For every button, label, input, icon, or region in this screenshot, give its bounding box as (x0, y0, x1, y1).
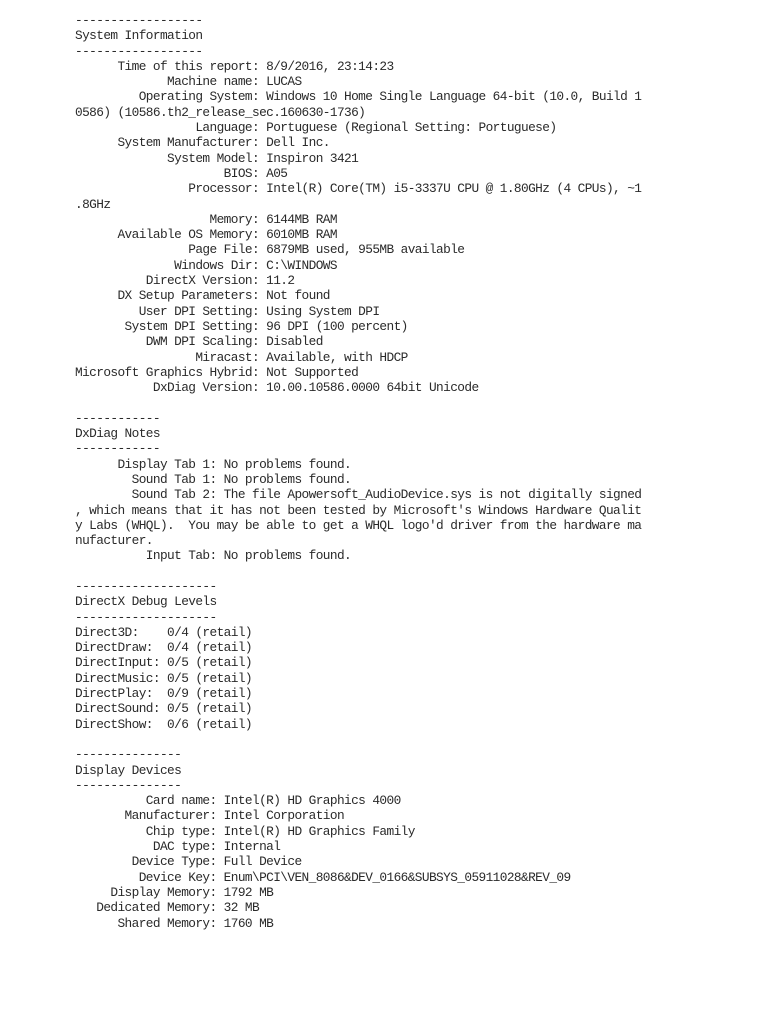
report-line: .8GHz (75, 196, 111, 212)
report-line: nufacturer. (75, 533, 153, 549)
report-line: DirectMusic: 0/5 (retail) (75, 670, 252, 686)
report-line: Display Tab 1: No problems found. (75, 456, 352, 472)
report-line: Card name: Intel(R) HD Graphics 4000 (75, 793, 401, 809)
report-line: DirectShow: 0/6 (retail) (75, 716, 252, 732)
report-line: DirectX Version: 11.2 (75, 273, 295, 289)
report-line: Display Devices (75, 762, 182, 778)
report-line: 0586) (10586.th2_release_sec.160630-1736) (75, 104, 366, 120)
report-line: --------------- (75, 747, 182, 763)
report-line: Sound Tab 2: The file Apowersoft_AudioDevice.sys is not digitally signed (75, 487, 642, 503)
report-line: Direct3D: 0/4 (retail) (75, 624, 252, 640)
report-line: Miracast: Available, with HDCP (75, 349, 408, 365)
report-line: System Manufacturer: Dell Inc. (75, 135, 330, 151)
report-line: DirectX Debug Levels (75, 594, 217, 610)
report-line: , which means that it has not been tested by Microsoft's Windows Hardware Qualit (75, 502, 642, 518)
report-line: Machine name: LUCAS (75, 74, 302, 90)
report-line: Page File: 6879MB used, 955MB available (75, 242, 465, 258)
report-line (75, 564, 641, 579)
report-line: Display Memory: 1792 MB (75, 884, 274, 900)
report-line: Chip type: Intel(R) HD Graphics Family (75, 823, 415, 839)
report-line: DxDiag Notes (75, 426, 160, 442)
report-line: User DPI Setting: Using System DPI (75, 303, 380, 319)
report-line (75, 732, 641, 747)
report-line: ------------------ (75, 43, 203, 59)
report-line: DirectInput: 0/5 (retail) (75, 655, 252, 671)
report-line: DirectDraw: 0/4 (retail) (75, 640, 252, 656)
report-line: Shared Memory: 1760 MB (75, 915, 274, 931)
report-line: Available OS Memory: 6010MB RAM (75, 227, 337, 243)
report-line: Microsoft Graphics Hybrid: Not Supported (75, 364, 359, 380)
report-line: System Information (75, 28, 203, 44)
report-line (75, 395, 641, 410)
report-line: System Model: Inspiron 3421 (75, 150, 359, 166)
report-line: Input Tab: No problems found. (75, 548, 352, 564)
report-line: Device Key: Enum\PCI\VEN_8086&DEV_0166&SUBSYS_05911028&REV_09 (75, 869, 571, 885)
report-line: Sound Tab 1: No problems found. (75, 471, 352, 487)
report-line: System DPI Setting: 96 DPI (100 percent) (75, 318, 408, 334)
report-line: ------------------ (75, 13, 203, 28)
dxdiag-report-text (75, 13, 641, 931)
report-line: Operating System: Windows 10 Home Single Language 64-bit (10.0, Build 1 (75, 89, 642, 105)
report-line: Manufacturer: Intel Corporation (75, 808, 345, 824)
report-line: y Labs (WHQL). You may be able to get a WHQL logo'd driver from the hardware ma (75, 517, 642, 533)
report-line: ------------ (75, 410, 160, 426)
report-line: ------------ (75, 441, 160, 457)
report-line: DxDiag Version: 10.00.10586.0000 64bit Unicode (75, 380, 479, 396)
report-line: DX Setup Parameters: Not found (75, 288, 330, 304)
report-line: Memory: 6144MB RAM (75, 211, 337, 227)
report-line: DWM DPI Scaling: Disabled (75, 334, 323, 350)
report-line: Time of this report: 8/9/2016, 23:14:23 (75, 58, 394, 74)
report-line: Processor: Intel(R) Core(TM) i5-3337U CPU @ 1.80GHz (4 CPUs), ~1 (75, 181, 642, 197)
report-line: -------------------- (75, 609, 217, 625)
report-line: BIOS: A05 (75, 165, 288, 181)
report-line: DAC type: Internal (75, 839, 281, 855)
report-line: Windows Dir: C:\WINDOWS (75, 257, 337, 273)
report-line: -------------------- (75, 578, 217, 594)
report-line: Language: Portuguese (Regional Setting: Portuguese) (75, 120, 557, 136)
report-line: Device Type: Full Device (75, 854, 302, 870)
report-line: DirectPlay: 0/9 (retail) (75, 686, 252, 702)
report-line: Dedicated Memory: 32 MB (75, 900, 260, 916)
report-line: DirectSound: 0/5 (retail) (75, 701, 252, 717)
report-line: --------------- (75, 777, 182, 793)
